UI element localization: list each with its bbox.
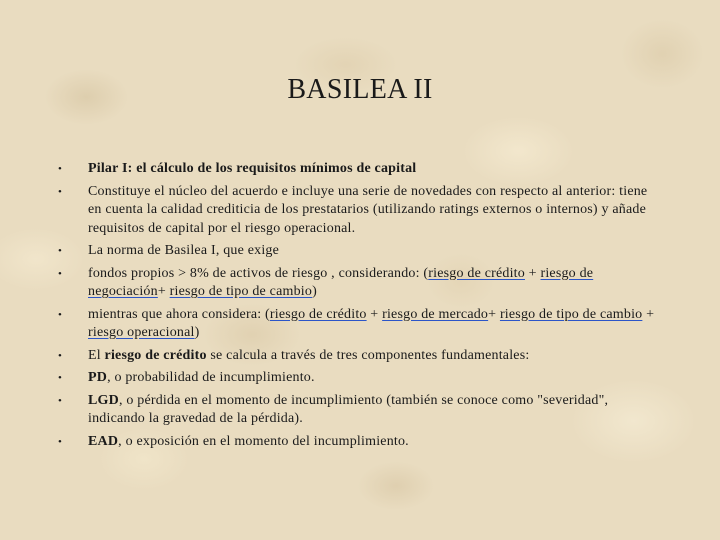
bullet-icon: • (58, 349, 63, 362)
lgd-text: , o pérdida en el momento de incumplimiento (también se conoce como "severidad", indicando la gravedad de la pérdida). (88, 392, 609, 426)
ahora-considera-sep2: + (488, 306, 500, 322)
ead-text: , o exposición en el momento del incumplimiento. (118, 433, 409, 449)
bullet-pilar-1-text: Pilar I: el cálculo de los requisitos mínimos de capital (88, 161, 417, 176)
bullet-nucleo (56, 183, 656, 239)
bullet-icon: • (58, 245, 63, 257)
link-riesgo-credito-2[interactable]: riesgo de crédito (269, 306, 367, 322)
bullet-basilea-1 (56, 242, 656, 261)
riesgo-credito-bold: riesgo de crédito (104, 347, 207, 363)
fondos-propios-post: ) (312, 284, 317, 299)
link-riesgo-tipo-cambio-2[interactable]: riesgo de tipo de cambio (499, 306, 643, 322)
bullet-icon: • (58, 163, 63, 175)
ahora-considera-pre: mientras que ahora considera: ( (88, 306, 270, 322)
pd-text: , o probabilidad de incumplimiento. (107, 370, 315, 385)
fondos-propios-sep1: + (524, 265, 541, 281)
ahora-considera-sep1: + (366, 306, 383, 322)
link-riesgo-credito[interactable]: riesgo de crédito (428, 265, 525, 281)
link-riesgo-mercado[interactable]: riesgo de mercado (382, 306, 489, 322)
lgd-bold: LGD (88, 392, 119, 408)
bullet-lgd (56, 392, 656, 429)
bullet-pilar-1 (56, 160, 656, 179)
bullet-fondos-propios (56, 265, 656, 302)
pd-bold: PD (88, 370, 108, 385)
bullet-icon: • (58, 308, 63, 321)
bullet-icon: • (58, 267, 63, 280)
bullet-nucleo-text: Constituye el núcleo del acuerdo e incluye una serie de novedades con respecto al anterior: tiene en cuenta la calidad crediticia de los prestatarios (utilizando ratings externos o internos) y añade requisitos de capital por el riesgo operacional. (88, 183, 648, 236)
bullet-list (56, 160, 656, 455)
bullet-icon: • (58, 435, 63, 448)
riesgo-credito-pre: El (88, 347, 105, 363)
bullet-icon: • (58, 394, 63, 407)
ead-bold: EAD (88, 433, 119, 449)
bullet-icon: • (58, 185, 63, 198)
fondos-propios-sep2: + (157, 284, 170, 299)
bullet-basilea-1-text: La norma de Basilea I, que exige (88, 243, 280, 258)
bullet-riesgo-credito (56, 347, 656, 366)
link-riesgo-operacional[interactable]: riesgo operacional (88, 325, 195, 340)
bullet-ahora-considera (56, 306, 656, 343)
riesgo-credito-post: se calcula a través de tres componentes fundamentales: (206, 347, 530, 363)
ahora-considera-sep3: + (642, 306, 655, 322)
slide-title: BASILEA II (287, 74, 433, 105)
link-riesgo-negociacion[interactable]: riesgo de negociación (88, 265, 594, 299)
bullet-ead (56, 433, 656, 452)
fondos-propios-pre: fondos propios > 8% de activos de riesgo , considerando: ( (88, 265, 429, 281)
bullet-pd (56, 369, 656, 388)
bullet-icon: • (58, 372, 63, 384)
link-riesgo-tipo-cambio[interactable]: riesgo de tipo de cambio (169, 284, 313, 299)
ahora-considera-post: ) (194, 325, 200, 340)
